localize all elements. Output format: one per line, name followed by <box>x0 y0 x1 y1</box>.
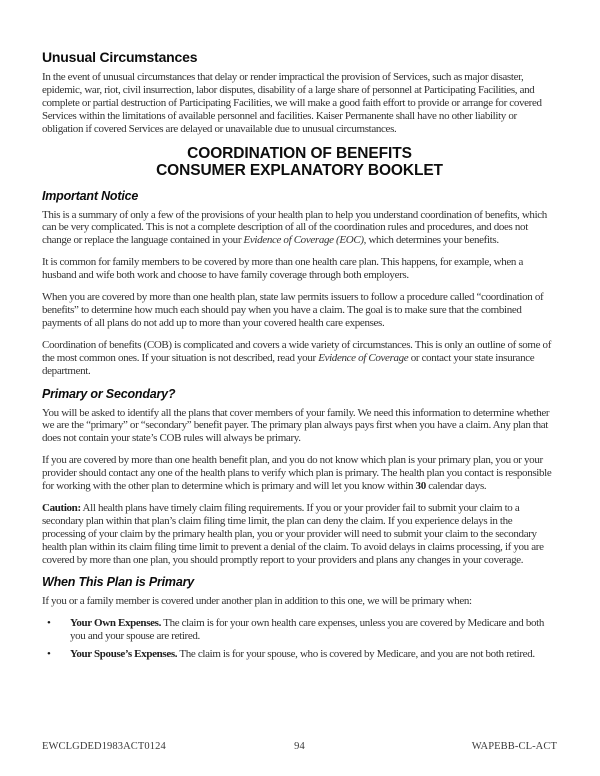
page-footer <box>42 741 557 753</box>
text-run: or contact your state insurance department. <box>42 351 535 377</box>
text-run: which determines your benefits. <box>366 234 499 247</box>
text-run: 30 <box>415 480 426 493</box>
text-run: Evidence of Coverage (EOC), <box>243 234 367 247</box>
list-item <box>42 648 557 661</box>
booklet-title <box>42 145 557 180</box>
paragraph-primary-secondary-2 <box>42 454 557 493</box>
list-item-text <box>70 617 544 642</box>
list-item <box>42 617 557 643</box>
bullet-icon: • <box>47 648 51 661</box>
footer-doc-code-right: WAPEBB-CL-ACT <box>471 741 557 752</box>
booklet-title-line2: CONSUMER EXPLANATORY BOOKLET <box>156 162 443 180</box>
subheading-when-this-plan-is-primary: When This Plan is Primary <box>42 575 194 590</box>
list-item-text <box>70 648 535 660</box>
booklet-title-line1: COORDINATION OF BENEFITS <box>187 144 412 162</box>
footer-doc-code-left: EWCLGDED1983ACT0124 <box>42 741 166 752</box>
primary-conditions-list <box>42 617 557 661</box>
paragraph-important-notice-1 <box>42 209 557 248</box>
paragraph-unusual-circumstances: In the event of unusual circumstances that delay or render impractical the provision of Services, such as major disaster, epidemic, war, riot, civil insurrection, labor disputes, disability of a large share of personnel at Participating Facilities, and complete or partial destruction of Participating Facilities, we will make a good faith effort to provide or arrange for covered Services within the limitations of available personnel and facilities. Kaiser Permanente shall have no other liability or obligation if covered Services are delayed or unavailable due to unusual circumstances. <box>42 71 542 135</box>
text-run: This is a summary of only a few of the provisions of your health plan to help you understand coordination of benefits, which can be very complicated. This is not a complete description of all of the coordination rules and procedures, and does not change or replace the language contained in your <box>42 208 547 247</box>
text-run: All health plans have timely claim filing requirements. If you or your provider fail to submit your claim to a secondary plan within that plan’s claim filing time limit, the plan can deny the claim. If you experience delays in the processing of your claim by the primary health plan, you or your provider will need to submit your claim to the secondary health plan within its claim filing time limit to prevent a denial of the claim. To avoid delays in claims processing, if you are covered by more than one plan, you should promptly report to your providers and plans any changes in your coverage. <box>42 501 544 566</box>
text-run: Evidence of Coverage <box>318 351 409 364</box>
paragraph-important-notice-2: It is common for family members to be covered by more than one health care plan. This happens, for example, when a husband and wife both work and choose to have family coverage through both employers. <box>42 256 524 282</box>
text-run: Caution: <box>42 501 81 514</box>
paragraph-when-primary-intro: If you or a family member is covered under another plan in addition to this one, we will be primary when: <box>42 595 472 608</box>
text-run: Coordination of benefits (COB) is complicated and covers a wide variety of circumstances. This is only an outline of some of the most common ones. If your situation is not described, read your <box>42 338 552 364</box>
bullet-icon: • <box>47 617 51 630</box>
paragraph-caution <box>42 502 557 567</box>
text-run: If you are covered by more than one health benefit plan, and you do not know which plan is your primary plan, you or your provider should contact any one of the health plans to verify which plan is primary. The health plan you contact is responsible for working with the other plan to determine which is primary and will let you know within <box>42 454 552 493</box>
footer-page-number: 94 <box>294 741 305 752</box>
paragraph-primary-secondary-1: You will be asked to identify all the plans that cover members of your family. We need this information to determine whether we are the “primary” or “secondary” benefit payer. The primary plan always pays first when you have a claim. Any plan that does not contain your state’s COB rules will always be primary. <box>42 406 550 445</box>
paragraph-important-notice-4 <box>42 339 557 378</box>
paragraph-important-notice-3: When you are covered by more than one health plan, state law permits issuers to follow a procedure called “coordination of benefits” to determine how much each should pay when you have a claim. The goal is to make sure that the combined payments of all plans do not add up to more than your covered health care expenses. <box>42 291 544 329</box>
text-run: Your Spouse’s Expenses. <box>70 648 178 661</box>
section-heading-unusual-circumstances: Unusual Circumstances <box>42 49 198 65</box>
subheading-important-notice: Important Notice <box>42 188 139 203</box>
text-run: Your Own Expenses. <box>70 617 161 630</box>
text-run: calendar days. <box>425 480 487 493</box>
text-run: The claim is for your own health care expenses, unless you are covered by Medicare and both you and your spouse are retired. <box>70 617 545 643</box>
subheading-primary-or-secondary: Primary or Secondary? <box>42 386 176 401</box>
text-run: The claim is for your spouse, who is covered by Medicare, and you are not both retired. <box>177 648 535 661</box>
